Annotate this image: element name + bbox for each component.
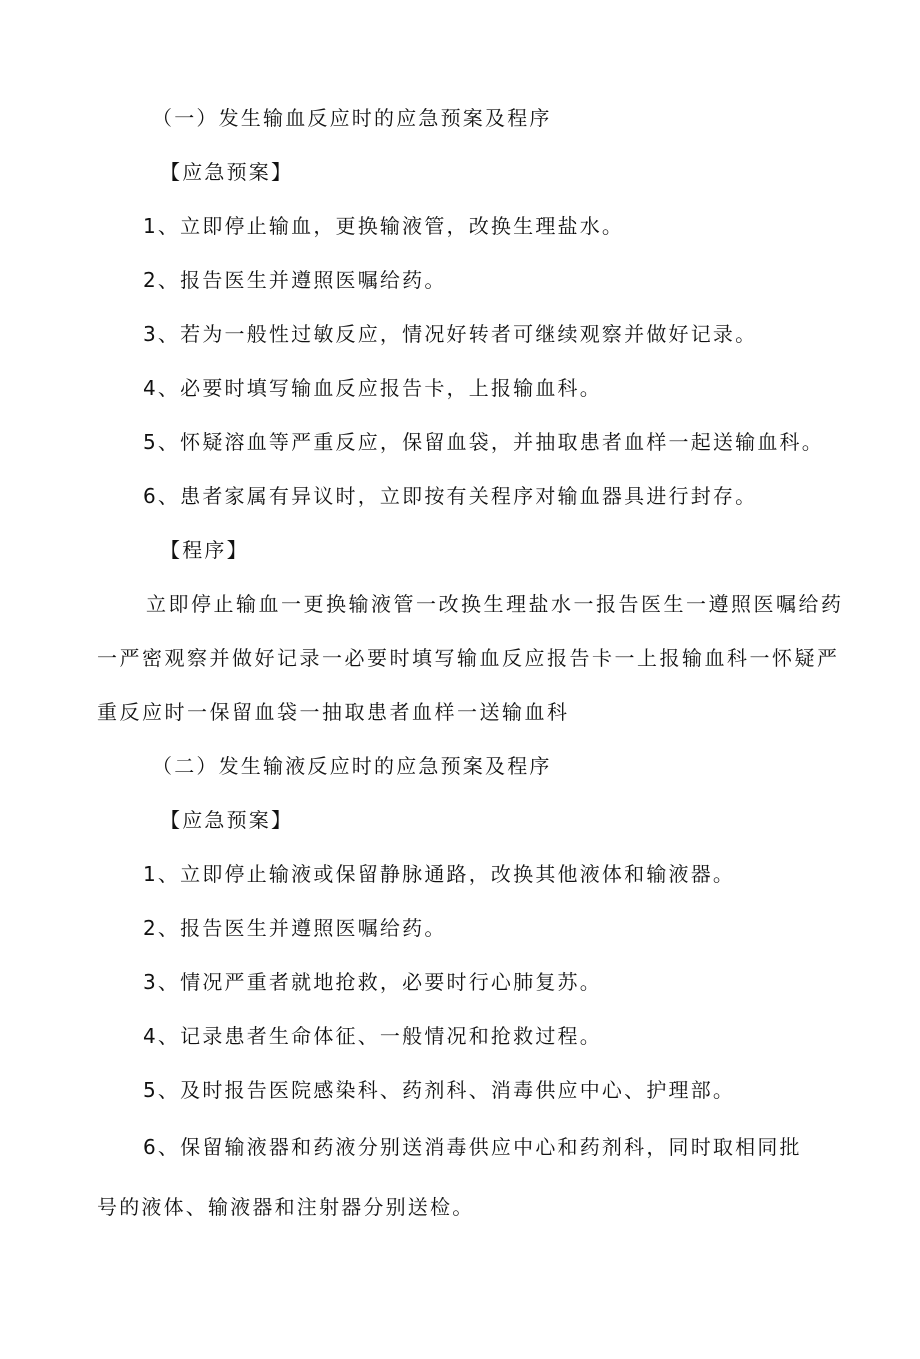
section-2-item-2: 2、报告医生并遵照医嘱给药。	[143, 916, 447, 940]
section-2-item-5: 5、及时报告医院感染科、药剂科、消毒供应中心、护理部。	[143, 1078, 736, 1102]
section-1-heading: （一）发生输血反应时的应急预案及程序	[152, 106, 552, 130]
section-1-plan-label: 【应急预案】	[160, 160, 294, 184]
section-1-item-3: 3、若为一般性过敏反应，情况好转者可继续观察并做好记录。	[143, 322, 758, 346]
section-1-item-2: 2、报告医生并遵照医嘱给药。	[143, 268, 447, 292]
section-2-plan-label: 【应急预案】	[160, 808, 294, 832]
section-1-item-4: 4、必要时填写输血反应报告卡，上报输血科。	[143, 376, 602, 400]
section-1-item-1: 1、立即停止输血，更换输液管，改换生理盐水。	[143, 214, 625, 238]
section-2-heading: （二）发生输液反应时的应急预案及程序	[152, 754, 552, 778]
section-2-item-6: 6、保留输液器和药液分别送消毒供应中心和药剂科，同时取相同批	[143, 1135, 802, 1159]
section-1-procedure-line-2: 一严密观察并做好记录一必要时填写输血反应报告卡一上报输血科一怀疑严	[97, 646, 840, 670]
section-1-item-6: 6、患者家属有异议时，立即按有关程序对输血器具进行封存。	[143, 484, 758, 508]
section-1-item-5: 5、怀疑溶血等严重反应，保留血袋，并抽取患者血样一起送输血科。	[143, 430, 824, 454]
section-2-item-1: 1、立即停止输液或保留静脉通路，改换其他液体和输液器。	[143, 862, 736, 886]
section-2-item-3: 3、情况严重者就地抢救，必要时行心肺复苏。	[143, 970, 602, 994]
section-1-procedure-line-1: 立即停止输血一更换输液管一改换生理盐水一报告医生一遵照医嘱给药	[146, 592, 844, 616]
section-2-item-4: 4、记录患者生命体征、一般情况和抢救过程。	[143, 1024, 602, 1048]
section-1-procedure-label: 【程序】	[160, 538, 249, 562]
section-1-procedure-line-3: 重反应时一保留血袋一抽取患者血样一送输血科	[97, 700, 570, 724]
section-2-item-6-continuation: 号的液体、输液器和注射器分别送检。	[97, 1195, 475, 1219]
